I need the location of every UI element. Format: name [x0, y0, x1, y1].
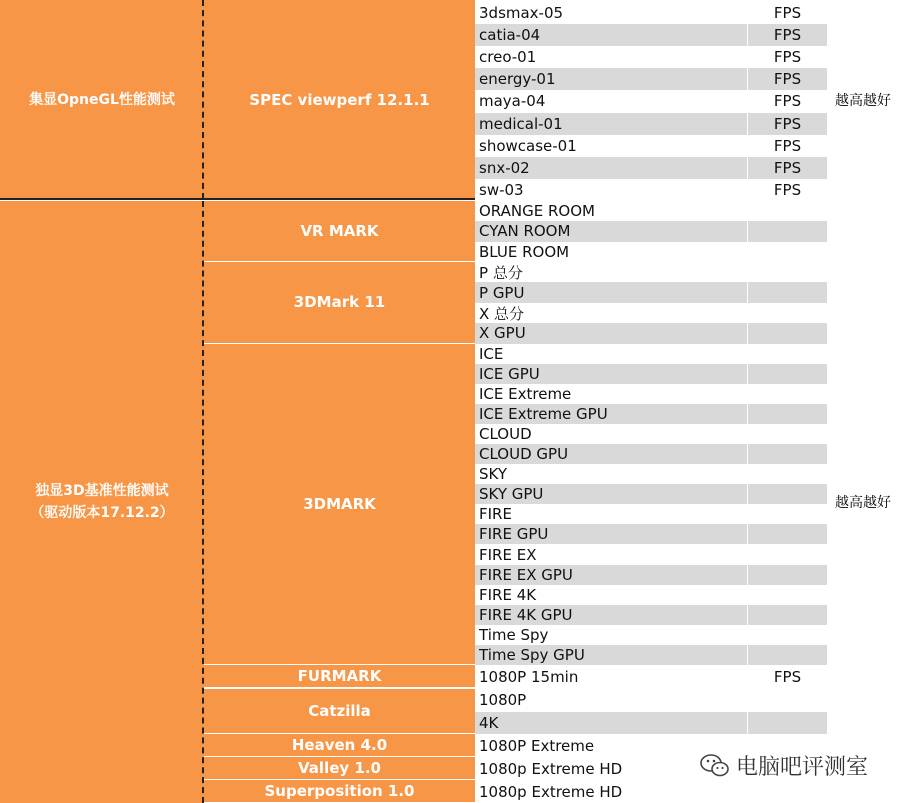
- test-name: ICE Extreme GPU: [479, 405, 608, 424]
- section2-category-line1: 独显3D基准性能测试: [35, 483, 169, 499]
- group-cell: [204, 344, 475, 665]
- group-cell: [204, 780, 475, 803]
- section1-category: [0, 0, 204, 199]
- test-name: ICE Extreme: [479, 385, 572, 404]
- test-name: showcase-01: [479, 136, 577, 155]
- group-cell: [204, 665, 475, 688]
- unit-cell: [747, 625, 827, 645]
- test-name: 1080p Extreme HD: [479, 782, 623, 801]
- test-name: X GPU: [479, 324, 526, 343]
- section1-note: [827, 0, 899, 199]
- test-name: sw-03: [479, 180, 524, 199]
- table-row: [475, 179, 827, 201]
- test-name: energy-01: [479, 70, 556, 89]
- unit-cell: [747, 565, 827, 585]
- table-row: [475, 364, 827, 384]
- unit-cell: [747, 444, 827, 464]
- test-name: X 总分: [479, 304, 525, 323]
- test-name: 3dsmax-05: [479, 4, 564, 22]
- unit-cell: [747, 645, 827, 665]
- table-row: [475, 565, 827, 585]
- test-name: CYAN ROOM: [479, 222, 571, 241]
- test-name: 4K: [479, 713, 499, 732]
- group-cell: [204, 734, 475, 757]
- group-label: FURMARK: [297, 667, 382, 685]
- table-row: [475, 201, 827, 221]
- table-row: [475, 2, 827, 24]
- test-name: BLUE ROOM: [479, 242, 570, 261]
- test-name: catia-04: [479, 26, 541, 45]
- test-name: SKY: [479, 465, 507, 484]
- test-name: FIRE GPU: [479, 525, 549, 544]
- unit-cell: FPS: [747, 24, 827, 46]
- test-name: FIRE: [479, 505, 512, 524]
- table-row: [475, 24, 827, 46]
- unit-cell: [747, 524, 827, 544]
- table-row: [475, 282, 827, 302]
- table-row: [475, 484, 827, 504]
- unit-cell: [747, 585, 827, 605]
- section2-note-label: 越高越好: [835, 495, 891, 511]
- table-row: [475, 524, 827, 544]
- column-divider-bottom: [202, 201, 204, 803]
- wechat-icon: [700, 753, 730, 779]
- unit-cell: FPS: [747, 665, 827, 688]
- section1-group: [204, 0, 475, 199]
- unit-cell: [747, 545, 827, 565]
- table-row: [475, 113, 827, 135]
- unit-cell: [747, 780, 827, 803]
- table-row: [475, 135, 827, 157]
- test-name: 1080P Extreme: [479, 736, 595, 755]
- unit-cell: [747, 303, 827, 323]
- test-name: maya-04: [479, 92, 546, 111]
- group-label: VR MARK: [300, 221, 379, 240]
- test-name: P GPU: [479, 283, 525, 302]
- section2-category-line2: （驱动版本17.12.2）: [30, 505, 174, 521]
- unit-cell: FPS: [747, 135, 827, 157]
- test-name: ICE GPU: [479, 365, 540, 384]
- unit-cell: FPS: [747, 2, 827, 24]
- test-name: ICE: [479, 345, 504, 364]
- unit-cell: [747, 504, 827, 524]
- table-row: [475, 504, 827, 524]
- test-name: 1080P: [479, 691, 527, 710]
- test-name: SKY GPU: [479, 485, 544, 504]
- unit-cell: [747, 344, 827, 364]
- table-row: [475, 262, 827, 282]
- test-name: FIRE EX: [479, 545, 537, 564]
- unit-cell: [747, 484, 827, 504]
- unit-cell: [747, 384, 827, 404]
- test-name: CLOUD: [479, 425, 532, 444]
- table-row: [475, 780, 827, 803]
- group-cell: [204, 689, 475, 734]
- table-row: [475, 444, 827, 464]
- table-row: [475, 625, 827, 645]
- test-name: ORANGE ROOM: [479, 202, 595, 221]
- group-label: Catzilla: [308, 702, 371, 720]
- table-row: [475, 46, 827, 68]
- table-row: [475, 545, 827, 565]
- group-cell: [204, 262, 475, 344]
- unit-cell: FPS: [747, 179, 827, 201]
- group-label: Valley 1.0: [298, 759, 381, 777]
- unit-cell: [747, 262, 827, 282]
- table-row: [475, 323, 827, 343]
- test-name: Time Spy: [479, 625, 549, 644]
- section-divider: [0, 198, 475, 200]
- unit-cell: FPS: [747, 68, 827, 90]
- unit-cell: FPS: [747, 46, 827, 68]
- table-row: [475, 90, 827, 112]
- unit-cell: [747, 221, 827, 241]
- table-row: [475, 424, 827, 444]
- section1-note-label: 越高越好: [835, 92, 891, 109]
- unit-cell: [747, 605, 827, 625]
- unit-cell: [747, 404, 827, 424]
- test-name: Time Spy GPU: [479, 645, 585, 664]
- test-name: CLOUD GPU: [479, 445, 569, 464]
- watermark-text: 电脑吧评测室: [736, 755, 869, 780]
- test-name: FIRE EX GPU: [479, 565, 573, 584]
- section1-category-label: 集显OpneGL性能测试: [29, 91, 175, 108]
- unit-cell: FPS: [747, 113, 827, 135]
- test-name: medical-01: [479, 114, 563, 133]
- section2-category: [0, 201, 204, 803]
- unit-cell: [747, 282, 827, 302]
- section2-note: [827, 201, 899, 803]
- test-name: 1080p Extreme HD: [479, 759, 623, 778]
- table-row: [475, 605, 827, 625]
- table-row: [475, 712, 827, 735]
- group-label: Superposition 1.0: [264, 782, 415, 800]
- table-row: [475, 689, 827, 712]
- unit-cell: [747, 424, 827, 444]
- test-name: snx-02: [479, 158, 530, 177]
- unit-cell: [747, 323, 827, 343]
- unit-cell: FPS: [747, 90, 827, 112]
- unit-cell: FPS: [747, 157, 827, 179]
- watermark: [700, 750, 868, 781]
- table-row: [475, 384, 827, 404]
- unit-cell: [747, 712, 827, 735]
- unit-cell: [747, 201, 827, 221]
- group-cell: [204, 201, 475, 262]
- table-row: [475, 242, 827, 262]
- test-name: FIRE 4K GPU: [479, 605, 573, 624]
- table-row: [475, 344, 827, 364]
- table-row: [475, 303, 827, 323]
- group-label: Heaven 4.0: [291, 736, 388, 754]
- unit-cell: [747, 364, 827, 384]
- test-name: creo-01: [479, 48, 537, 67]
- table-row: [475, 585, 827, 605]
- group-label: 3DMARK: [303, 494, 376, 513]
- unit-cell: [747, 689, 827, 712]
- table-row: [475, 221, 827, 241]
- table-row: [475, 157, 827, 179]
- unit-cell: [747, 242, 827, 262]
- table-row: [475, 464, 827, 484]
- test-name: FIRE 4K: [479, 585, 537, 604]
- test-name: P 总分: [479, 263, 523, 282]
- table-row: [475, 404, 827, 424]
- table-row: [475, 665, 827, 688]
- table-row: [475, 68, 827, 90]
- table-row: [475, 645, 827, 665]
- column-divider-top: [202, 0, 204, 199]
- group-cell: [204, 757, 475, 780]
- group-label: 3DMark 11: [293, 293, 386, 312]
- unit-cell: [747, 464, 827, 484]
- test-name: 1080P 15min: [479, 667, 579, 686]
- section1-group-label: SPEC viewperf 12.1.1: [249, 90, 430, 109]
